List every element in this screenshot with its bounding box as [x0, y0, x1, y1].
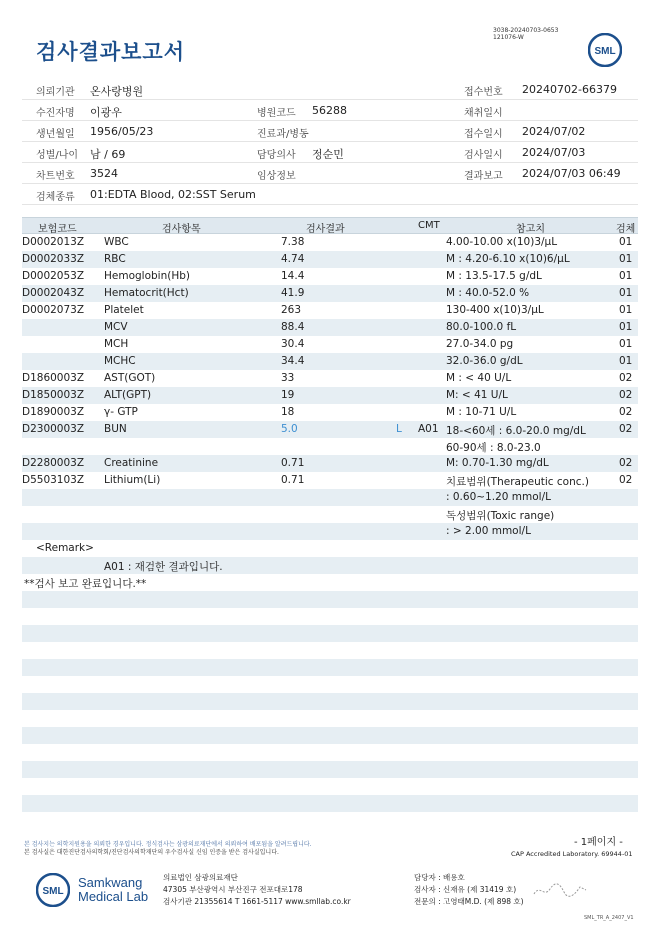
- cell-name: Hemoglobin(Hb): [104, 270, 191, 282]
- header-reference: 참고치: [516, 224, 545, 235]
- blank-row: [22, 591, 638, 608]
- cell-specimen: 02: [619, 389, 633, 401]
- cell-reference: 27.0-34.0 pg: [446, 338, 514, 350]
- report-code-line1: 3038-20240703-0653: [493, 27, 559, 34]
- staff-line-1: 담당자 : 배용호: [414, 873, 465, 882]
- cell-result: 18: [281, 406, 295, 418]
- footer-note-1: 본 검사지는 의학지원용을 의뢰한 경우입니다. 정식검사는 삼광의료재단에서 의뢰하여 배포됨을 알려드립니다.: [24, 841, 312, 848]
- cell-result: 263: [281, 304, 302, 316]
- info-value: 3524: [90, 167, 118, 180]
- cell-specimen: 01: [619, 355, 633, 367]
- blank-row: [22, 744, 638, 761]
- info-label: 결과보고: [464, 171, 503, 182]
- report-title: 검사결과보고서: [36, 40, 186, 64]
- cell-reference: : 0.60~1.20 mmol/L: [446, 491, 551, 503]
- org-line-1: 의료법인 삼광의료재단: [163, 873, 238, 882]
- cell-specimen: 01: [619, 236, 633, 248]
- cell-reference: 18-<60세 : 6.0-20.0 mg/dL: [446, 425, 586, 437]
- cell-name: Platelet: [104, 304, 144, 316]
- info-label: 생년월일: [36, 129, 75, 140]
- table-row: [22, 506, 638, 523]
- header-result: 검사결과: [306, 224, 345, 235]
- cell-specimen: 02: [619, 372, 633, 384]
- remark-text: A01 : 재검한 결과입니다.: [104, 561, 223, 573]
- cell-name: Creatinine: [104, 457, 159, 469]
- table-header: [22, 217, 638, 234]
- blank-row: [22, 608, 638, 625]
- cell-specimen: 02: [619, 457, 633, 469]
- info-label: 검체종류: [36, 192, 75, 203]
- table-row: [22, 472, 638, 489]
- cell-reference: 60-90세 : 8.0-23.0: [446, 442, 541, 454]
- header-specimen: 검체: [616, 224, 636, 235]
- table-body: [22, 234, 638, 540]
- cell-specimen: 02: [619, 406, 633, 418]
- cell-cmt: A01: [418, 423, 439, 435]
- cell-code: D1890003Z: [22, 406, 85, 418]
- info-label: 병원코드: [257, 108, 296, 119]
- info-label: 의뢰기관: [36, 87, 75, 98]
- cell-result: 34.4: [281, 355, 305, 367]
- blank-row: [22, 795, 638, 812]
- cell-result: 0.71: [281, 474, 305, 486]
- info-label: 검사일시: [464, 150, 503, 161]
- table-row: [22, 438, 638, 455]
- cell-flag: L: [396, 423, 402, 435]
- table-row: [22, 251, 638, 268]
- cell-code: D0002073Z: [22, 304, 85, 316]
- cell-reference: M: < 41 U/L: [446, 389, 508, 401]
- info-row: [22, 121, 638, 142]
- info-label: 임상정보: [257, 171, 296, 182]
- info-value: 01:EDTA Blood, 02:SST Serum: [90, 188, 256, 201]
- remark-label: <Remark>: [36, 542, 94, 554]
- table-row: [22, 268, 638, 285]
- blank-row: [22, 659, 638, 676]
- cell-specimen: 01: [619, 338, 633, 350]
- svg-text:SML: SML: [594, 46, 616, 57]
- cell-reference: M : 40.0-52.0 %: [446, 287, 530, 299]
- info-label: 채취일시: [464, 108, 503, 119]
- info-label: 담당의사: [257, 150, 296, 161]
- cell-code: D1860003Z: [22, 372, 85, 384]
- cell-specimen: 01: [619, 253, 633, 265]
- cell-result: 4.74: [281, 253, 305, 265]
- info-row: [22, 184, 638, 205]
- info-value: 이광우: [90, 106, 122, 119]
- cell-reference: M: 0.70-1.30 mg/dL: [446, 457, 549, 469]
- info-label: 차트번호: [36, 171, 75, 182]
- blank-row: [22, 812, 638, 829]
- org-line-3: 검사기관 21355614 T 1661-5117 www.smllab.co.kr: [163, 897, 351, 906]
- info-value: 56288: [312, 104, 347, 117]
- cell-result: 30.4: [281, 338, 305, 350]
- table-row: [22, 404, 638, 421]
- cell-reference: M : 10-71 U/L: [446, 406, 517, 418]
- cell-result: 41.9: [281, 287, 305, 299]
- cell-code: D1850003Z: [22, 389, 85, 401]
- info-value: 온사랑병원: [90, 85, 144, 98]
- table-row: [22, 234, 638, 251]
- cell-code: D0002013Z: [22, 236, 85, 248]
- cell-name: WBC: [104, 236, 129, 248]
- brand-line-1: Samkwang: [78, 875, 143, 890]
- cell-name: MCH: [104, 338, 129, 350]
- end-text: **검사 보고 완료입니다.**: [24, 578, 147, 590]
- cell-result: 88.4: [281, 321, 305, 333]
- cell-name: Hematocrit(Hct): [104, 287, 189, 299]
- header-name: 검사항목: [162, 224, 201, 235]
- end-row: [22, 574, 638, 591]
- svg-text:SML: SML: [42, 886, 64, 897]
- info-row: [22, 79, 638, 100]
- report-code-line2: 121076-W: [493, 34, 524, 41]
- blank-row: [22, 727, 638, 744]
- table-row: [22, 353, 638, 370]
- info-label: 성별/나이: [36, 150, 79, 161]
- table-row: [22, 387, 638, 404]
- cell-specimen: 02: [619, 474, 633, 486]
- staff-line-3: 전문의 : 고영태M.D. (제 898 호): [414, 897, 524, 906]
- info-value: 남 / 69: [90, 148, 126, 161]
- cell-reference: 130-400 x(10)3/μL: [446, 304, 544, 316]
- report-code: [493, 27, 558, 41]
- results-table: [22, 217, 638, 829]
- info-value: 2024/07/03: [522, 146, 586, 159]
- blank-row: [22, 693, 638, 710]
- table-row: [22, 370, 638, 387]
- table-row: [22, 302, 638, 319]
- cell-code: D2280003Z: [22, 457, 85, 469]
- cell-reference: M : < 40 U/L: [446, 372, 512, 384]
- cell-reference: 치료범위(Therapeutic conc.): [446, 476, 589, 488]
- info-row: [22, 100, 638, 121]
- table-row: [22, 285, 638, 302]
- header-cmt: CMT: [418, 220, 440, 231]
- org-line-2: 47305 부산광역시 부산진구 전포대로178: [163, 885, 303, 894]
- cell-code: D0002043Z: [22, 287, 85, 299]
- blank-row: [22, 625, 638, 642]
- info-row: [22, 142, 638, 163]
- brand-line-2: Medical Lab: [78, 889, 149, 904]
- cell-name: MCV: [104, 321, 128, 333]
- blank-row: [22, 710, 638, 727]
- footer-note-2: 본 검사실은 대한진단검사의학회/진단검사의학재단의 우수검사실 신임 인증을 받은 검사실입니다.: [24, 849, 279, 856]
- info-value: 2024/07/02: [522, 125, 586, 138]
- cell-name: AST(GOT): [104, 372, 156, 384]
- blank-row: [22, 778, 638, 795]
- info-label: 접수번호: [464, 87, 503, 98]
- patient-info: [22, 79, 638, 205]
- info-value: 정순민: [312, 148, 344, 161]
- cell-result: 0.71: [281, 457, 305, 469]
- cell-code: D5503103Z: [22, 474, 85, 486]
- table-row: [22, 455, 638, 472]
- cell-code: D0002033Z: [22, 253, 85, 265]
- cell-name: γ- GTP: [104, 406, 138, 418]
- cell-reference: M : 4.20-6.10 x(10)6/μL: [446, 253, 570, 265]
- blank-rows: [22, 591, 638, 829]
- staff-line-2: 검사자 : 신재유 (제 31419 호): [414, 885, 517, 894]
- table-row: [22, 336, 638, 353]
- cell-reference: M : 13.5-17.5 g/dL: [446, 270, 542, 282]
- table-row: [22, 489, 638, 506]
- table-row: [22, 523, 638, 540]
- info-label: 수진자명: [36, 108, 75, 119]
- organization-info: [163, 872, 351, 908]
- cap-accreditation: CAP Accredited Laboratory. 69944-01: [511, 850, 633, 858]
- info-value: 2024/07/03 06:49: [522, 167, 621, 180]
- cell-result: 14.4: [281, 270, 305, 282]
- info-value: 1956/05/23: [90, 125, 154, 138]
- blank-row: [22, 642, 638, 659]
- cell-specimen: 01: [619, 287, 633, 299]
- cell-reference: 독성범위(Toxic range): [446, 510, 555, 522]
- footer-notes: [24, 841, 312, 857]
- cell-result: 19: [281, 389, 295, 401]
- remark-row: [22, 540, 638, 557]
- sml-footer-logo: [36, 873, 70, 907]
- cell-result: 7.38: [281, 236, 305, 248]
- table-row: [22, 421, 638, 438]
- cell-name: Lithium(Li): [104, 474, 161, 486]
- cell-specimen: 02: [619, 423, 633, 435]
- cell-name: RBC: [104, 253, 126, 265]
- info-label: 진료과/병동: [257, 129, 309, 140]
- form-code: SML_TR_A_2407_V1: [584, 915, 634, 921]
- cell-result: 33: [281, 372, 295, 384]
- cell-name: ALT(GPT): [104, 389, 152, 401]
- signature: [530, 880, 590, 900]
- remark-text-row: [22, 557, 638, 574]
- cell-reference: : > 2.00 mmol/L: [446, 525, 531, 537]
- cell-result: 5.0: [281, 423, 298, 435]
- cell-name: MCHC: [104, 355, 136, 367]
- cell-code: D0002053Z: [22, 270, 85, 282]
- cell-specimen: 01: [619, 321, 633, 333]
- info-label: 접수일시: [464, 129, 503, 140]
- cell-specimen: 01: [619, 270, 633, 282]
- staff-info: [414, 872, 524, 908]
- cell-code: D2300003Z: [22, 423, 85, 435]
- blank-row: [22, 676, 638, 693]
- info-value: 20240702-66379: [522, 83, 617, 96]
- page-number: - 1페이지 -: [574, 837, 623, 848]
- cell-specimen: 01: [619, 304, 633, 316]
- cell-reference: 80.0-100.0 fL: [446, 321, 517, 333]
- cell-name: BUN: [104, 423, 127, 435]
- sml-logo: [588, 33, 622, 67]
- info-row: [22, 163, 638, 184]
- brand-name: [78, 876, 148, 904]
- cell-reference: 4.00-10.00 x(10)3/μL: [446, 236, 558, 248]
- blank-row: [22, 761, 638, 778]
- header-code: 보험코드: [38, 224, 77, 235]
- cell-reference: 32.0-36.0 g/dL: [446, 355, 523, 367]
- table-row: [22, 319, 638, 336]
